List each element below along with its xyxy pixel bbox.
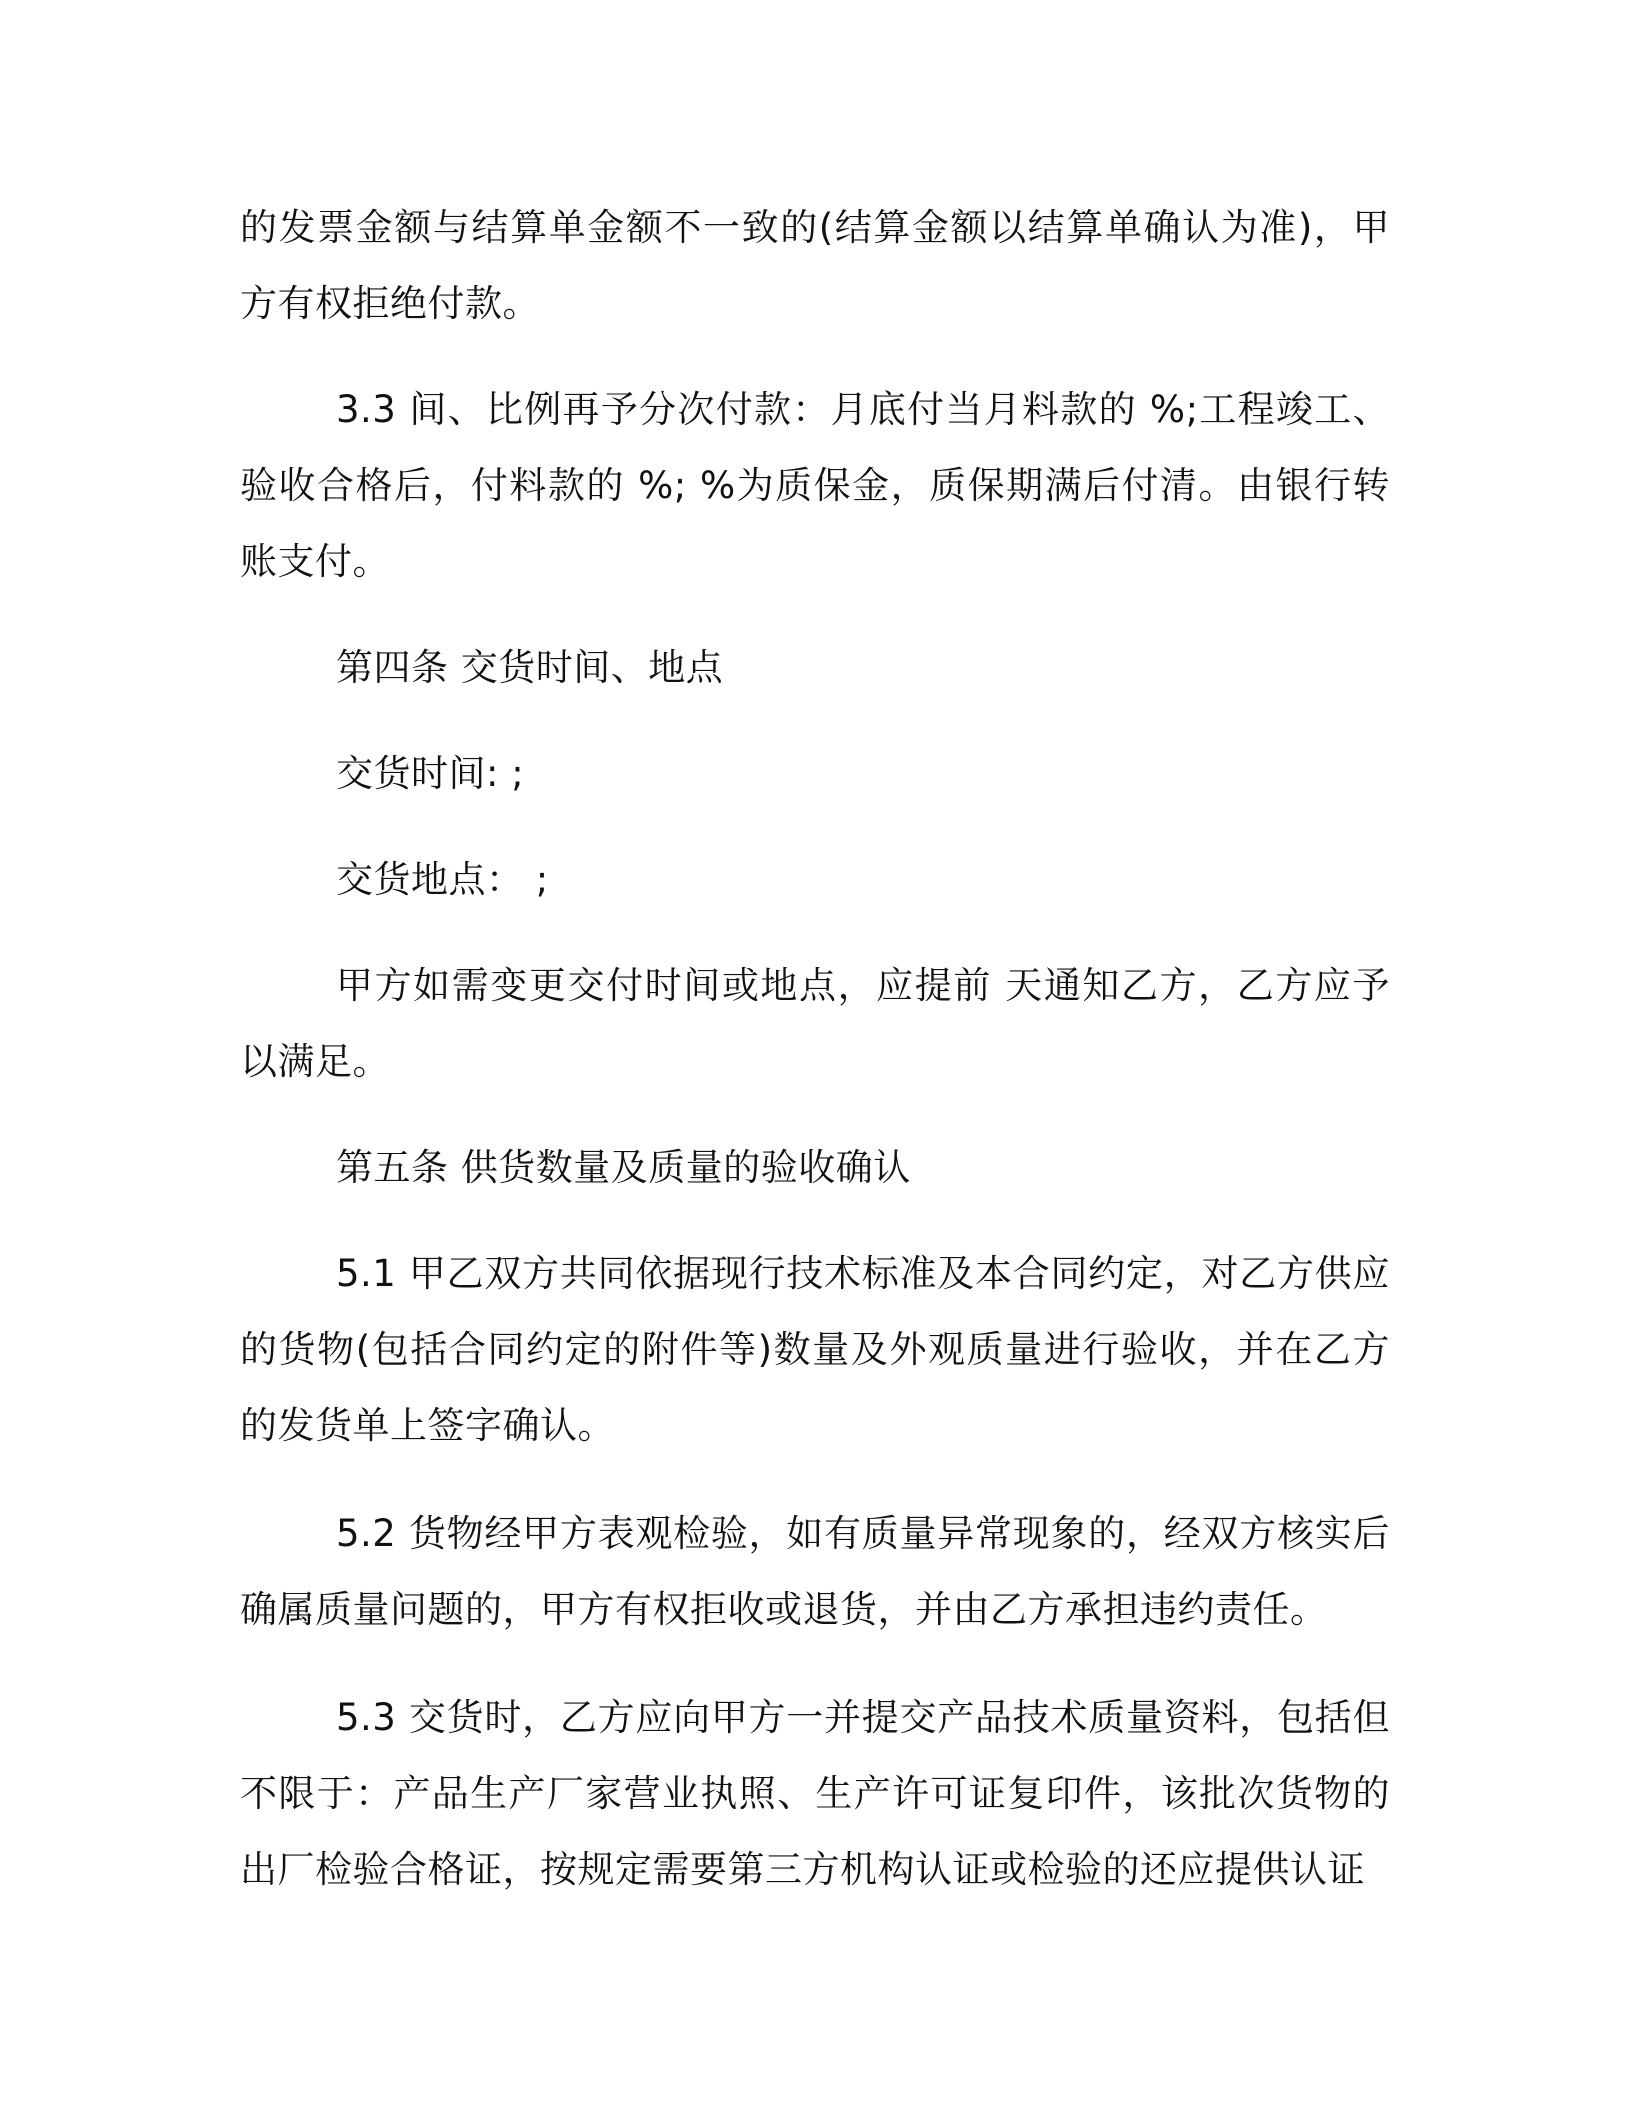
paragraph-5-1: 5.1 甲乙双方共同依据现行技术标准及本合同约定，对乙方供应的货物(包括合同约定的附件等)数量及外观质量进行验收，并在乙方的发货单上签字确认。 xyxy=(240,1252,1390,1447)
heading-article-4: 第四条 交货时间、地点 xyxy=(336,646,724,689)
paragraph-3-3-payment: 3.3 间、比例再予分次付款：月底付当月料款的 %;工程竣工、验收合格后，付料款的 %; %为质保金，质保期满后付清。由银行转账支付。 xyxy=(240,388,1390,583)
paragraph-5-2: 5.2 货物经甲方表观检验，如有质量异常现象的，经双方核实后确属质量问题的，甲方有权拒收或退货，并由乙方承担违约责任。 xyxy=(240,1512,1390,1631)
document-body xyxy=(240,190,1390,1908)
paragraph-invoice-mismatch: 的发票金额与结算单金额不一致的(结算金额以结算单确认为准)，甲方有权拒绝付款。 xyxy=(240,206,1390,325)
paragraph-delivery-location: 交货地点： ; xyxy=(336,858,549,901)
paragraph-delivery-time: 交货时间: ; xyxy=(336,752,525,795)
heading-article-5: 第五条 供货数量及质量的验收确认 xyxy=(336,1146,911,1189)
paragraph-delivery-change: 甲方如需变更交付时间或地点，应提前 天通知乙方，乙方应予以满足。 xyxy=(240,964,1390,1083)
paragraph-5-3: 5.3 交货时，乙方应向甲方一并提交产品技术质量资料，包括但不限于：产品生产厂家营业执照、生产许可证复印件，该批次货物的出厂检验合格证，按规定需要第三方机构认证或检验的还应提供认证 xyxy=(240,1696,1390,1891)
